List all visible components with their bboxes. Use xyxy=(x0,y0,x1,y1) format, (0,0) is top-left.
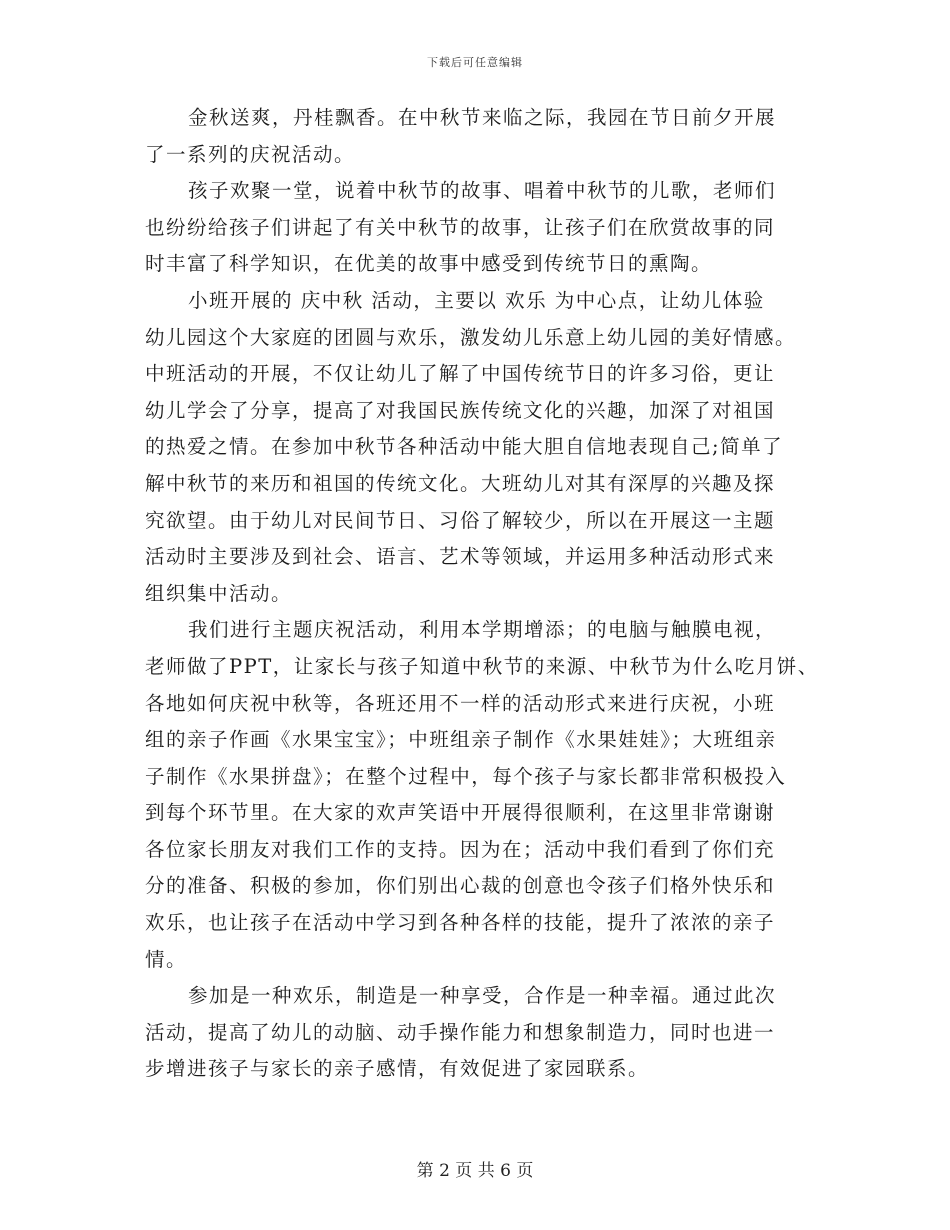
text-line: 组织集中活动。 xyxy=(145,581,293,605)
text-line: 了一系列的庆祝活动。 xyxy=(145,142,356,166)
text-line: 究欲望。由于幼儿对民间节日、习俗了解较少，所以在开展这一主题 xyxy=(145,508,776,532)
text-line: 孩子欢聚一堂，说着中秋节的故事、唱着中秋节的儿歌，老师们 xyxy=(188,179,777,203)
text-line: 幼儿园这个大家庭的团圆与欢乐，激发幼儿乐意上幼儿园的美好情感。 xyxy=(145,325,797,349)
text-line: 参加是一种欢乐，制造是一种享受，合作是一种幸福。通过此次 xyxy=(188,984,777,1008)
text-line: 步增进孩子与家长的亲子感情，有效促进了家园联系。 xyxy=(145,1057,650,1081)
text-line: 也纷纷给孩子们讲起了有关中秋节的故事，让孩子们在欣赏故事的同 xyxy=(145,215,776,239)
page-header: 下载后可任意编辑 xyxy=(427,56,523,69)
text-line: 解中秋节的来历和祖国的传统文化。大班幼儿对其有深厚的兴趣及探 xyxy=(145,471,776,495)
text-line: 组的亲子作画《水果宝宝》；中班组亲子制作《水果娃娃》；大班组亲 xyxy=(145,728,777,752)
text-line: 的热爱之情。在参加中秋节各种活动中能大胆自信地表现自己;简单了 xyxy=(145,435,784,459)
text-line: 活动，提高了幼儿的动脑、动手操作能力和想象制造力，同时也进一 xyxy=(145,1020,776,1044)
text-line: 小班开展的 庆中秋 活动，主要以 欢乐 为中心点，让幼儿体验 xyxy=(188,288,765,312)
text-line: 中班活动的开展，不仅让幼儿了解了中国传统节日的许多习俗，更让 xyxy=(145,362,776,386)
text-line: 活动时主要涉及到社会、语言、艺术等领域，并运用多种活动形式来 xyxy=(145,545,776,569)
text-line: 分的准备、积极的参加，你们别出心裁的创意也令孩子们格外快乐和 xyxy=(145,874,776,898)
text-line: 情。 xyxy=(145,947,188,971)
text-line: 各位家长朋友对我们工作的支持。因为在；活动中我们看到了你们充 xyxy=(145,837,776,861)
text-line: 金秋送爽，丹桂飘香。在中秋节来临之际，我园在节日前夕开展 xyxy=(188,106,777,129)
text-line: 欢乐，也让孩子在活动中学习到各种各样的技能，提升了浓浓的亲子 xyxy=(145,911,776,935)
text-line: 各地如何庆祝中秋等，各班还用不一样的活动形式来进行庆祝，小班 xyxy=(145,691,776,715)
text-line: 子制作《水果拼盘》；在整个过程中，每个孩子与家长都非常积极投入 xyxy=(145,764,787,788)
page-footer: 第 2 页 共 6 页 xyxy=(416,1161,534,1181)
text-line: 我们进行主题庆祝活动，利用本学期增添；的电脑与触膜电视， xyxy=(188,618,777,642)
body-text xyxy=(145,108,820,1096)
text-line: 时丰富了科学知识，在优美的故事中感受到传统节日的熏陶。 xyxy=(145,252,713,276)
text-line: 到每个环节里。在大家的欢声笑语中开展得很顺利，在这里非常谢谢 xyxy=(145,801,776,825)
text-line: 老师做了PPT，让家长与孩子知道中秋节的来源、中秋节为什么吃月饼、 xyxy=(145,654,819,678)
text-line: 幼儿学会了分享，提高了对我国民族传统文化的兴趣，加深了对祖国 xyxy=(145,398,776,422)
